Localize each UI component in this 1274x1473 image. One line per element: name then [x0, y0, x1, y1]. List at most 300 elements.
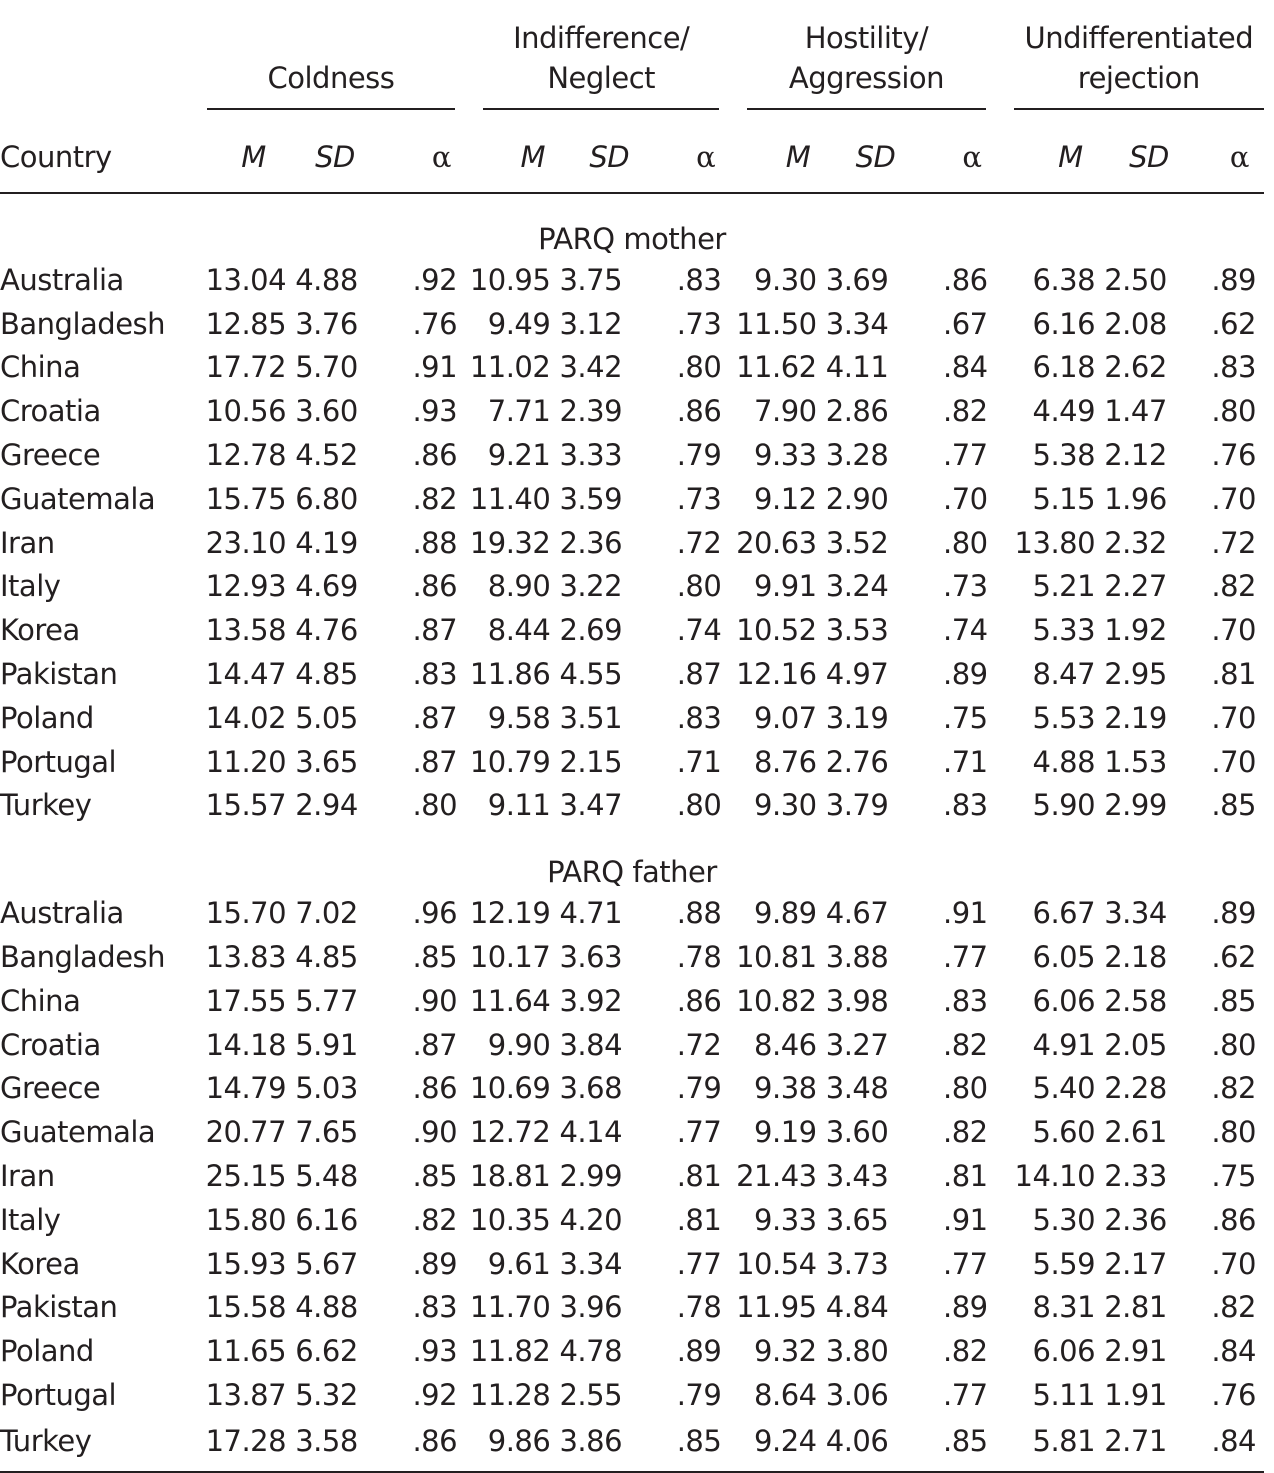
country-cell: Poland: [0, 1334, 94, 1369]
alpha-value-cell: .93: [412, 1334, 458, 1369]
mean-value-cell: 10.17: [469, 940, 551, 975]
sd-value-cell: 6.16: [295, 1202, 358, 1237]
mean-header: M: [241, 140, 266, 174]
alpha-value-cell: .85: [412, 1159, 458, 1194]
table-row: [0, 1286, 1264, 1330]
group-label-line2: Coldness: [267, 61, 395, 95]
sd-value-cell: 3.33: [559, 438, 623, 473]
alpha-value-cell: .85: [640, 1417, 731, 1472]
sd-value-cell: 3.48: [825, 1071, 889, 1106]
sd-value-cell: 7.65: [295, 1115, 358, 1150]
mean-value-cell: 12.93: [205, 569, 287, 604]
mean-value-cell: 9.12: [754, 481, 817, 516]
alpha-value-cell: .77: [942, 940, 988, 975]
table-row: [0, 1417, 1264, 1472]
alpha-value-cell: .86: [412, 1071, 458, 1106]
alpha-value-cell: .82: [1211, 1290, 1256, 1325]
alpha-value-cell: .81: [676, 1202, 722, 1237]
table-row: [0, 1198, 1264, 1242]
alpha-value-cell: .78: [676, 940, 722, 975]
table-row: [0, 302, 1264, 346]
alpha-value-cell: .71: [676, 744, 722, 779]
sd-value-cell: 2.15: [559, 744, 623, 779]
table-row: [0, 784, 1264, 828]
alpha-value-cell: .87: [412, 613, 458, 648]
mean-value-cell: 8.46: [754, 1027, 817, 1062]
alpha-value-cell: .84: [942, 350, 988, 385]
alpha-value-cell: .77: [676, 1246, 722, 1281]
mean-value-cell: 13.80: [1014, 525, 1096, 560]
country-cell: Pakistan: [0, 1290, 118, 1325]
alpha-value-cell: .89: [1211, 896, 1256, 931]
alpha-value-cell: .82: [1211, 569, 1256, 604]
mean-value-cell: 5.90: [1032, 788, 1096, 823]
mean-value-cell: 10.79: [469, 744, 551, 779]
sd-value-cell: 2.99: [1104, 788, 1167, 823]
alpha-value-cell: .81: [942, 1159, 988, 1194]
mean-value-cell: 12.16: [736, 657, 817, 692]
alpha-value-cell: .75: [942, 700, 988, 735]
sd-value-cell: 2.12: [1104, 438, 1167, 473]
mean-value-cell: 8.44: [487, 613, 551, 648]
sd-value-cell: 2.19: [1104, 700, 1167, 735]
sd-value-cell: 3.51: [559, 700, 623, 735]
alpha-value-cell: .80: [1211, 394, 1256, 429]
section-header-row: [0, 193, 1264, 258]
mean-value-cell: 5.11: [1032, 1378, 1096, 1413]
country-cell: Italy: [0, 1202, 61, 1237]
sd-value-cell: 2.69: [559, 613, 623, 648]
sd-value-cell: 2.08: [1104, 306, 1167, 341]
alpha-value-cell: .75: [1211, 1159, 1256, 1194]
alpha-value-cell: .89: [942, 657, 988, 692]
country-cell: Turkey: [0, 788, 92, 823]
sd-value-cell: 3.42: [559, 350, 623, 385]
alpha-value-cell: .82: [942, 394, 988, 429]
sd-value-cell: 2.39: [559, 394, 623, 429]
sd-value-cell: 5.77: [295, 983, 358, 1018]
country-cell: Croatia: [0, 394, 101, 429]
sd-value-cell: 5.05: [295, 700, 358, 735]
alpha-value-cell: .82: [942, 1027, 988, 1062]
mean-value-cell: 10.95: [469, 262, 551, 297]
mean-value-cell: 11.64: [469, 983, 551, 1018]
sd-value-cell: 5.48: [295, 1159, 358, 1194]
table-row: [0, 1242, 1264, 1286]
sd-value-cell: 4.84: [825, 1290, 889, 1325]
alpha-value-cell: .83: [1211, 350, 1256, 385]
alpha-value-cell: .85: [906, 1417, 997, 1472]
table-row: [0, 1329, 1264, 1373]
sd-value-cell: 2.76: [825, 744, 889, 779]
mean-value-cell: 19.32: [469, 525, 551, 560]
sd-value-cell: 3.28: [825, 438, 889, 473]
mean-header: M: [785, 140, 811, 174]
mean-value-cell: 9.21: [487, 438, 551, 473]
country-column-header: Country: [0, 140, 112, 174]
country-cell: Korea: [0, 613, 80, 648]
alpha-value-cell: .72: [676, 525, 722, 560]
alpha-value-cell: .84: [1211, 1334, 1256, 1369]
alpha-value-cell: .79: [676, 1378, 722, 1413]
alpha-value-cell: .76: [1211, 1378, 1256, 1413]
alpha-value-cell: .88: [676, 896, 722, 931]
alpha-value-cell: .70: [1211, 744, 1256, 779]
sd-value-cell: 4.76: [295, 613, 358, 648]
mean-value-cell: 9.58: [487, 700, 551, 735]
sd-value-cell: 4.85: [295, 657, 358, 692]
alpha-value-cell: .91: [412, 350, 458, 385]
alpha-value-cell: .85: [1211, 983, 1256, 1018]
mean-value-cell: 17.28: [203, 1417, 294, 1472]
mean-value-cell: 5.15: [1032, 481, 1096, 516]
table-row: [0, 1023, 1264, 1067]
alpha-value-cell: .62: [1211, 940, 1256, 975]
mean-value-cell: 5.21: [1032, 569, 1096, 604]
sd-value-cell: 3.86: [558, 1417, 640, 1472]
mean-value-cell: 8.90: [487, 569, 551, 604]
mean-value-cell: 20.63: [736, 525, 817, 560]
sd-value-cell: 1.96: [1104, 481, 1167, 516]
mean-value-cell: 4.49: [1032, 394, 1096, 429]
alpha-value-cell: .86: [1211, 1202, 1256, 1237]
sd-value-cell: 3.76: [295, 306, 358, 341]
mean-value-cell: 9.61: [487, 1246, 551, 1281]
alpha-value-cell: .79: [676, 438, 722, 473]
sd-value-cell: 3.84: [559, 1027, 623, 1062]
mean-value-cell: 18.81: [469, 1159, 551, 1194]
sd-value-cell: 3.52: [825, 525, 889, 560]
table-row: [0, 346, 1264, 390]
sd-value-cell: 4.97: [825, 657, 889, 692]
mean-value-cell: 12.72: [469, 1115, 551, 1150]
mean-value-cell: 5.33: [1032, 613, 1096, 648]
alpha-header: α: [962, 140, 982, 174]
alpha-value-cell: .78: [676, 1290, 722, 1325]
sd-value-cell: 5.32: [295, 1378, 358, 1413]
mean-value-cell: 5.38: [1032, 438, 1096, 473]
alpha-value-cell: .86: [676, 394, 722, 429]
sd-value-cell: 5.70: [295, 350, 358, 385]
mean-value-cell: 15.75: [205, 481, 287, 516]
mean-value-cell: 10.56: [205, 394, 287, 429]
mean-value-cell: 23.10: [205, 525, 287, 560]
mean-value-cell: 11.65: [205, 1334, 287, 1369]
sd-value-cell: 3.96: [559, 1290, 623, 1325]
sd-value-cell: 2.58: [1104, 983, 1167, 1018]
group-header-row: [0, 0, 1264, 122]
alpha-value-cell: .85: [412, 940, 458, 975]
mean-value-cell: 9.38: [754, 1071, 817, 1106]
country-cell: Australia: [0, 896, 124, 931]
mean-value-cell: 21.43: [736, 1159, 817, 1194]
mean-value-cell: 5.59: [1032, 1246, 1096, 1281]
mean-value-cell: 9.19: [754, 1115, 817, 1150]
mean-value-cell: 11.20: [205, 744, 287, 779]
country-cell: Portugal: [0, 1378, 117, 1413]
mean-value-cell: 5.30: [1032, 1202, 1096, 1237]
sd-value-cell: 4.88: [295, 262, 358, 297]
alpha-value-cell: .70: [942, 481, 988, 516]
mean-value-cell: 9.32: [754, 1334, 817, 1369]
sd-value-cell: 3.53: [825, 613, 889, 648]
alpha-value-cell: .80: [676, 788, 722, 823]
alpha-value-cell: .82: [1211, 1071, 1256, 1106]
alpha-value-cell: .85: [1211, 788, 1256, 823]
sd-value-cell: 3.88: [825, 940, 889, 975]
table-row: [0, 696, 1264, 740]
country-cell: Iran: [0, 525, 55, 560]
sd-value-cell: 5.03: [295, 1071, 358, 1106]
alpha-value-cell: .77: [942, 1378, 988, 1413]
table-body: [0, 193, 1264, 1472]
alpha-value-cell: .88: [412, 525, 458, 560]
sd-value-cell: 3.34: [1104, 896, 1167, 931]
mean-value-cell: 10.82: [736, 983, 817, 1018]
alpha-value-cell: .81: [1211, 657, 1256, 692]
sd-value-cell: 3.24: [825, 569, 889, 604]
alpha-value-cell: .89: [676, 1334, 722, 1369]
alpha-value-cell: .82: [412, 481, 458, 516]
alpha-value-cell: .70: [1211, 1246, 1256, 1281]
mean-value-cell: 6.16: [1032, 306, 1096, 341]
mean-value-cell: 9.91: [754, 569, 817, 604]
group-header-indifference-neglect: [467, 0, 731, 122]
sd-value-cell: 2.62: [1104, 350, 1167, 385]
blank-header-cell: [0, 0, 203, 122]
stat-header-row: [0, 122, 1264, 193]
mean-value-cell: 8.64: [754, 1378, 817, 1413]
mean-value-cell: 9.49: [487, 306, 551, 341]
mean-value-cell: 17.55: [205, 983, 287, 1018]
sd-value-cell: 2.99: [559, 1159, 623, 1194]
alpha-value-cell: .77: [942, 1246, 988, 1281]
sd-value-cell: 3.47: [559, 788, 623, 823]
mean-value-cell: 12.19: [469, 896, 551, 931]
alpha-value-cell: .87: [676, 657, 722, 692]
alpha-value-cell: .71: [942, 744, 988, 779]
sd-value-cell: 3.27: [825, 1027, 889, 1062]
mean-value-cell: 25.15: [205, 1159, 287, 1194]
alpha-value-cell: .80: [1211, 1115, 1256, 1150]
sd-value-cell: 3.98: [825, 983, 889, 1018]
sd-value-cell: 2.71: [1103, 1417, 1185, 1472]
mean-value-cell: 9.89: [754, 896, 817, 931]
alpha-value-cell: .72: [676, 1027, 722, 1062]
alpha-value-cell: .72: [1211, 525, 1256, 560]
group-label-line2: Neglect: [547, 61, 656, 95]
country-cell: Turkey: [0, 1417, 203, 1472]
table-row: [0, 740, 1264, 784]
sd-value-cell: 3.60: [825, 1115, 889, 1150]
mean-value-cell: 14.10: [1014, 1159, 1096, 1194]
sd-value-cell: 3.69: [825, 262, 889, 297]
sd-value-cell: 4.52: [295, 438, 358, 473]
alpha-value-cell: .73: [676, 481, 722, 516]
country-cell: Korea: [0, 1246, 80, 1281]
sd-value-cell: 5.91: [295, 1027, 358, 1062]
alpha-value-cell: .82: [942, 1334, 988, 1369]
mean-value-cell: 11.86: [469, 657, 551, 692]
mean-value-cell: 6.06: [1032, 1334, 1096, 1369]
alpha-value-cell: .87: [412, 1027, 458, 1062]
mean-value-cell: 14.18: [205, 1027, 287, 1062]
alpha-value-cell: .89: [1211, 262, 1256, 297]
mean-value-cell: 15.80: [205, 1202, 287, 1237]
sd-value-cell: 4.19: [295, 525, 358, 560]
country-cell: Guatemala: [0, 1115, 156, 1150]
country-cell: Portugal: [0, 744, 117, 779]
sd-header: SD: [855, 140, 896, 174]
alpha-value-cell: .92: [412, 1378, 458, 1413]
sd-header: SD: [1129, 140, 1169, 174]
sd-value-cell: 1.53: [1104, 744, 1167, 779]
sd-value-cell: 3.12: [559, 306, 623, 341]
alpha-value-cell: .77: [676, 1115, 722, 1150]
alpha-value-cell: .90: [412, 1115, 458, 1150]
mean-value-cell: 14.47: [205, 657, 287, 692]
alpha-value-cell: .82: [942, 1115, 988, 1150]
mean-value-cell: 9.86: [467, 1417, 558, 1472]
country-cell: Croatia: [0, 1027, 101, 1062]
sd-value-cell: 1.47: [1104, 394, 1167, 429]
mean-value-cell: 9.24: [731, 1417, 824, 1472]
mean-value-cell: 9.30: [754, 788, 817, 823]
sd-value-cell: 2.50: [1104, 262, 1167, 297]
mean-value-cell: 7.90: [754, 394, 817, 429]
mean-value-cell: 11.62: [736, 350, 817, 385]
table-row: [0, 1373, 1264, 1417]
alpha-value-cell: .74: [942, 613, 988, 648]
table-row: [0, 521, 1264, 565]
alpha-value-cell: .87: [412, 700, 458, 735]
mean-value-cell: 8.47: [1032, 657, 1096, 692]
alpha-value-cell: .80: [412, 788, 458, 823]
mean-value-cell: 11.95: [736, 1290, 817, 1325]
alpha-value-cell: .82: [412, 1202, 458, 1237]
mean-value-cell: 13.58: [205, 613, 287, 648]
section-title: PARQ father: [547, 855, 717, 890]
mean-value-cell: 15.57: [205, 788, 287, 823]
mean-value-cell: 9.30: [754, 262, 817, 297]
mean-value-cell: 5.40: [1032, 1071, 1096, 1106]
alpha-value-cell: .92: [412, 262, 458, 297]
sd-value-cell: 2.86: [825, 394, 889, 429]
mean-value-cell: 14.79: [205, 1071, 287, 1106]
alpha-value-cell: .83: [942, 983, 988, 1018]
table-row: [0, 935, 1264, 979]
mean-value-cell: 12.85: [205, 306, 287, 341]
mean-value-cell: 13.04: [205, 262, 287, 297]
alpha-value-cell: .70: [1211, 613, 1256, 648]
alpha-value-cell: .86: [376, 1417, 467, 1472]
country-cell: Greece: [0, 1071, 101, 1106]
alpha-value-cell: .83: [676, 700, 722, 735]
mean-value-cell: 7.71: [487, 394, 551, 429]
mean-value-cell: 4.88: [1032, 744, 1096, 779]
table-row: [0, 1154, 1264, 1198]
mean-value-cell: 9.33: [754, 1202, 817, 1237]
mean-value-cell: 9.90: [487, 1027, 551, 1062]
table-row: [0, 652, 1264, 696]
sd-value-cell: 4.11: [825, 350, 889, 385]
sd-value-cell: 2.61: [1104, 1115, 1167, 1150]
section-header-row: [0, 827, 1264, 891]
alpha-value-cell: .96: [412, 896, 458, 931]
mean-value-cell: 8.31: [1032, 1290, 1096, 1325]
alpha-value-cell: .84: [1185, 1417, 1264, 1472]
alpha-value-cell: .73: [942, 569, 988, 604]
alpha-value-cell: .79: [676, 1071, 722, 1106]
alpha-header: α: [1229, 140, 1249, 174]
sd-value-cell: 2.28: [1104, 1071, 1167, 1106]
alpha-value-cell: .83: [412, 657, 458, 692]
table-row: [0, 891, 1264, 935]
sd-value-cell: 3.80: [825, 1334, 889, 1369]
sd-value-cell: 4.88: [295, 1290, 358, 1325]
mean-value-cell: 10.81: [736, 940, 817, 975]
sd-value-cell: 2.32: [1104, 525, 1167, 560]
sd-value-cell: 2.27: [1104, 569, 1167, 604]
alpha-value-cell: .62: [1211, 306, 1256, 341]
sd-value-cell: 1.92: [1104, 613, 1167, 648]
mean-value-cell: 11.28: [469, 1378, 551, 1413]
sd-value-cell: 3.73: [825, 1246, 889, 1281]
country-cell: China: [0, 983, 81, 1018]
group-label-line2: rejection: [1077, 61, 1200, 95]
mean-value-cell: 9.33: [754, 438, 817, 473]
alpha-value-cell: .76: [1211, 438, 1256, 473]
group-label-line2: Aggression: [788, 61, 945, 95]
section-title: PARQ mother: [538, 222, 726, 256]
alpha-value-cell: .70: [1211, 481, 1256, 516]
sd-value-cell: 3.60: [295, 394, 358, 429]
alpha-value-cell: .80: [676, 569, 722, 604]
sd-value-cell: 3.59: [559, 481, 623, 516]
alpha-value-cell: .86: [942, 262, 988, 297]
alpha-value-cell: .89: [942, 1290, 988, 1325]
alpha-value-cell: .81: [676, 1159, 722, 1194]
sd-value-cell: 4.85: [295, 940, 358, 975]
mean-value-cell: 20.77: [205, 1115, 287, 1150]
sd-value-cell: 2.90: [825, 481, 889, 516]
alpha-value-cell: .89: [412, 1246, 458, 1281]
sd-value-cell: 1.91: [1104, 1378, 1167, 1413]
mean-value-cell: 6.18: [1032, 350, 1096, 385]
table-row: [0, 1067, 1264, 1111]
sd-value-cell: 4.78: [559, 1334, 623, 1369]
country-cell: Iran: [0, 1159, 55, 1194]
mean-value-cell: 15.58: [205, 1290, 287, 1325]
mean-value-cell: 6.05: [1032, 940, 1096, 975]
alpha-value-cell: .80: [676, 350, 722, 385]
alpha-value-cell: .90: [412, 983, 458, 1018]
alpha-value-cell: .93: [412, 394, 458, 429]
sd-value-cell: 4.20: [559, 1202, 623, 1237]
sd-value-cell: 3.75: [559, 262, 623, 297]
mean-value-cell: 4.91: [1032, 1027, 1096, 1062]
alpha-value-cell: .77: [942, 438, 988, 473]
table-row: [0, 389, 1264, 433]
alpha-value-cell: .80: [942, 525, 988, 560]
country-cell: Guatemala: [0, 481, 156, 516]
country-cell: China: [0, 350, 81, 385]
sd-value-cell: 2.95: [1104, 657, 1167, 692]
sd-value-cell: 4.14: [559, 1115, 623, 1150]
mean-value-cell: 17.72: [205, 350, 287, 385]
sd-value-cell: 3.34: [825, 306, 889, 341]
sd-value-cell: 2.55: [559, 1378, 623, 1413]
